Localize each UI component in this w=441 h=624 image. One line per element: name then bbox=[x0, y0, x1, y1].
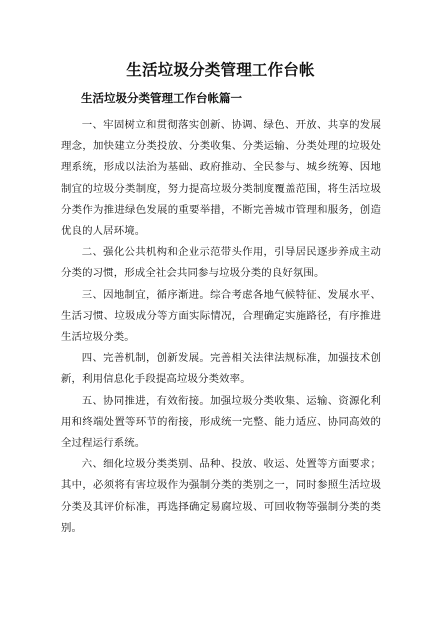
document-title: 生活垃圾分类管理工作台帐 bbox=[126, 61, 315, 80]
section-title: 生活垃圾分类管理工作台帐篇一 bbox=[81, 91, 242, 105]
paragraph-5: 五、协同推进，有效衔接。加强垃圾分类收集、运输、资源化利用和终端处置等环节的衔接，形成统一完整、能力适应、协同高效的全过程运行系统。 bbox=[61, 394, 381, 450]
paragraph-1: 一、牢固树立和贯彻落实创新、协调、绿色、开放、共享的发展理念，加快建立分类投放、分类收集、分类运输、分类处理的垃圾处理系统，形成以法治为基础、政府推动、全民参与、城乡统筹、因地制宜的垃圾分类制度，努力提高垃圾分类制度覆盖范围，将生活垃圾分类作为推进绿色发展的重要举措，不断完善城市管理和服务，创造优良的人居环境。 bbox=[61, 119, 381, 238]
paragraph-2: 二、强化公共机构和企业示范带头作用，引导居民逐步养成主动分类的习惯，形成全社会共同参与垃圾分类的良好氛围。 bbox=[61, 246, 381, 280]
document-body bbox=[61, 115, 381, 539]
paragraph-6: 六、细化垃圾分类类别、品种、投放、收运、处置等方面要求；其中，必须将有害垃圾作为强制分类的类别之一，同时参照生活垃圾分类及其评价标准，再选择确定易腐垃圾、可回收物等强制分类的类别。 bbox=[61, 458, 381, 534]
paragraph-4: 四、完善机制，创新发展。完善相关法律法规标准，加强技术创新，利用信息化手段提高垃圾分类效率。 bbox=[61, 352, 381, 386]
paragraph-3: 三、因地制宜，循序渐进。综合考虑各地气候特征、发展水平、生活习惯、垃圾成分等方面实际情况，合理确定实施路径，有序推进生活垃圾分类。 bbox=[61, 288, 381, 344]
